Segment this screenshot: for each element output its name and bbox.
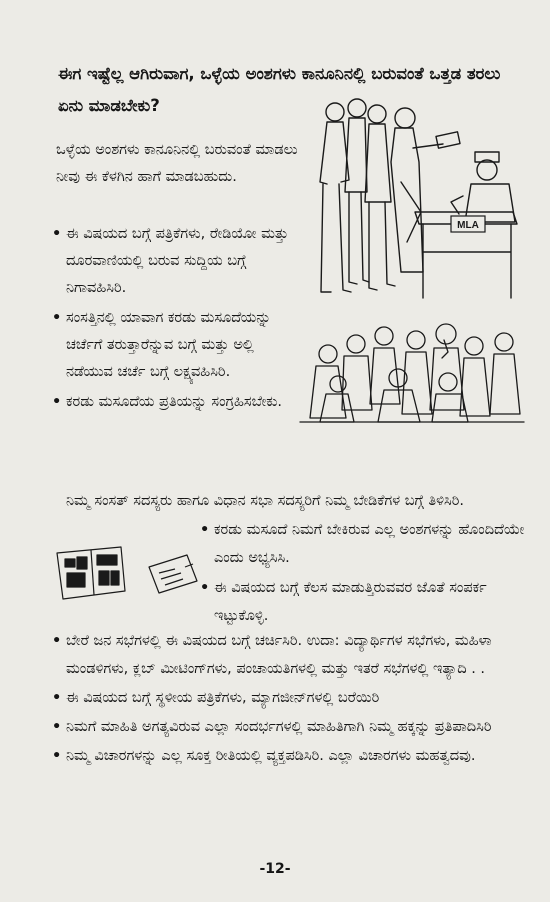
group-discussion-illustration (298, 318, 526, 428)
intro-paragraph: ಒಳ್ಳೆಯ ಅಂಶಗಳು ಕಾನೂನಿನಲ್ಲಿ ಬರುವಂತೆ ಮಾಡಲು ನೀವು ಈ ಕೆಳಗಿನ ಹಾಗೆ ಮಾಡಬಹುದು. (56, 142, 298, 185)
list-item: • ಕರಡು ಮಸೂದೆ ನಿಮಗೆ ಬೇಕಿರುವ ಎಲ್ಲ ಅಂಶಗಳನ್ನು ಹೊಂದಿದೆಯೇ ಎಂದು ಅಭ್ಯಸಿಸಿ. (200, 516, 530, 572)
list-item: • ಈ ವಿಷಯದ ಬಗ್ಗೆ ಪತ್ರಿಕೆಗಳು, ರೇಡಿಯೋ ಮತ್ತು ದೂರವಾಣಿಯಲ್ಲಿ ಬರುವ ಸುದ್ದಿಯ ಬಗ್ಗೆ ನಿಗಾವಹಿಸಿರಿ. (52, 221, 304, 302)
list-item: • ಕರಡು ಮಸೂದೆಯ ಪ್ರತಿಯನ್ನು ಸಂಗ್ರಹಿಸಬೇಕು. (52, 389, 304, 416)
list-item: • ಸಂಸತ್ತಿನಲ್ಲಿ ಯಾವಾಗ ಕರಡು ಮಸೂದೆಯನ್ನು ಚರ್ಚೆಗೆ ತರುತ್ತಾರೆನ್ನುವ ಬಗ್ಗೆ ಮತ್ತು ಅಲ್ಲಿ ನಡೆಯುವ ಚರ್ಚೆ ಬಗ್ಗೆ ಲಕ್ಷ್ಯವಹಿಸಿರಿ. (52, 305, 304, 386)
bullet-list-middle (200, 516, 530, 632)
bullet-list-top (52, 221, 304, 419)
list-item: • ಈ ವಿಷಯದ ಬಗ್ಗೆ ಸ್ಥಳೀಯ ಪತ್ರಿಕೆಗಳು, ಮ್ಯಾಗಜೀನ್‌ಗಳಲ್ಲಿ ಬರೆಯಿರಿ (52, 684, 530, 712)
list-item: • ನಿಮಗೆ ಮಾಹಿತಿ ಅಗತ್ಯವಿರುವ ಎಲ್ಲಾ ಸಂದರ್ಭಗಳಲ್ಲಿ ಮಾಹಿತಿಗಾಗಿ ನಿಮ್ಮ ಹಕ್ಕನ್ನು ಪ್ರತಿಪಾದಿಸಿರಿ (52, 713, 530, 741)
bullet-list-bottom (52, 627, 530, 771)
newspaper-letter-illustration (55, 543, 205, 601)
people-meeting-mla-illustration (305, 92, 525, 300)
page-heading: ಈಗ ಇಷ್ಟೆಲ್ಲ ಆಗಿರುವಾಗ, ಒಳ್ಳೆಯ ಅಂಶಗಳು ಕಾನೂನಿನಲ್ಲಿ ಬರುವಂತೆ ಒತ್ತಡ ತರಲು ಏನು ಮಾಡಬೇಕು? (58, 64, 501, 115)
list-item: • ಬೇರೆ ಜನ ಸಭೆಗಳಲ್ಲಿ ಈ ವಿಷಯದ ಬಗ್ಗೆ ಚರ್ಚಿಸಿರಿ. ಉದಾ: ವಿದ್ಯಾರ್ಥಿಗಳ ಸಭೆಗಳು, ಮಹಿಳಾ ಮಂಡಳಿಗಳು, ಕ್ಲಬ್ ಮೀಟಿಂಗ್‌ಗಳು, ಪಂಚಾಯತಿಗಳಲ್ಲಿ ಮತ್ತು ಇತರೆ ಸಭೆಗಳಲ್ಲಿ ಇತ್ಯಾದಿ . . (52, 627, 530, 683)
page-number: -12- (259, 861, 291, 877)
list-item: • ನಿಮ್ಮ ವಿಚಾರಗಳನ್ನು ಎಲ್ಲ ಸೂಕ್ತ ರೀತಿಯಲ್ಲಿ ವ್ಯಕ್ತಪಡಿಸಿರಿ. ಎಲ್ಲಾ ವಿಚಾರಗಳು ಮಹತ್ವದವು. (52, 742, 530, 770)
body-paragraph: ನಿಮ್ಮ ಸಂಸತ್ ಸದಸ್ಯರು ಹಾಗೂ ವಿಧಾನ ಸಭಾ ಸದಸ್ಯರಿಗೆ ನಿಮ್ಮ ಬೇಡಿಕೆಗಳ ಬಗ್ಗೆ ತಿಳಿಸಿರಿ. (66, 493, 464, 509)
mla-desk-label: MLA (457, 220, 479, 231)
list-item: • ಈ ವಿಷಯದ ಬಗ್ಗೆ ಕೆಲಸ ಮಾಡುತ್ತಿರುವವರ ಜೊತೆ ಸಂಪರ್ಕ ಇಟ್ಟುಕೊಳ್ಳಿ. (200, 574, 530, 630)
